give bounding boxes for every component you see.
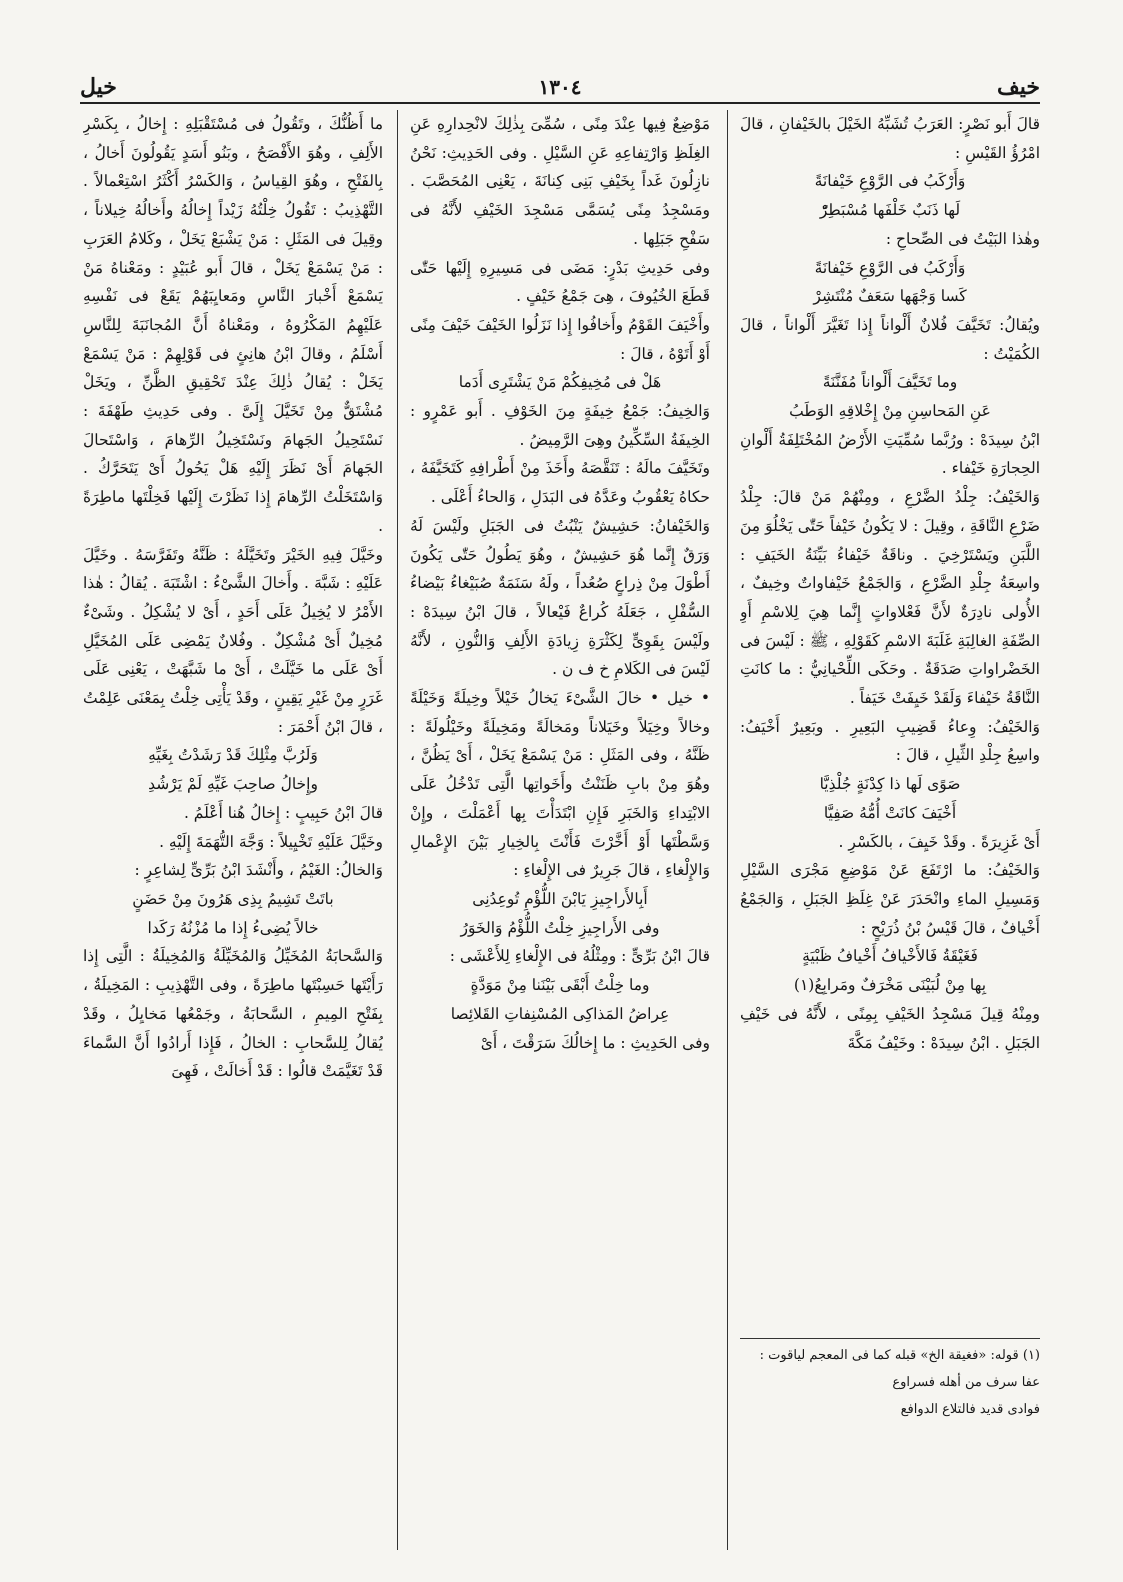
paragraph: ما أَظُنُّكَ ، وتَقُولُ فى مُسْتَقْبَلِهِ : إِخالُ ، بِكَسْرِ الأَلِفِ ، وهُوَ الأَفْصَحُ ، وبَنُو أَسَدٍ يَقُولُونَ أَخالُ ، بِالفَتْحِ ، وهُوَ القِياسُ ، وَالكَسْرُ أَكْثَرُ اسْتِعْمالاً . التَّهْذِيبُ : تَقُولُ خِلْتُهُ زَيْداً إِخالُهُ وأَخالُهُ خِيلاناً ، وقِيلَ فى المَثَلِ : مَنْ يَشْبَعْ يَخَلْ ، وكَلامُ العَرَبِ : مَنْ يَسْمَعْ يَخَلْ ، قالَ أَبو عُبَيْدٍ : ومَعْناهُ مَنْ يَسْمَعْ أَخْبارَ النَّاسِ ومَعايِبَهُمْ يَقَعْ فى نَفْسِهِ عَلَيْهِمُ المَكْرُوهُ ، ومَعْناهُ أَنَّ المُجانَبَةَ لِلنَّاسِ أَسْلَمُ ، وقالَ ابْنُ هانِئٍ فى قَوْلِهِمْ : مَنْ يَسْمَعْ يَخَلْ : يُقالُ ذٰلِكَ عِنْدَ تَحْقِيقِ الظَّنِّ ، ويَخَلْ مُشْتَقٌّ مِنْ تَخَيَّلَ إِلَىَّ . وفى حَدِيثِ طَهْفَةَ : نَسْتَحِيلُ الجَهامَ ونَسْتَخِيلُ الرِّهامَ ، وَاسْتَحالَ الجَهامَ أَىْ نَظَرَ إِلَيْهِ هَلْ يَحُولُ أَىْ يَتَحَرَّكُ . وَاسْتَخَلْتُ الرِّهامَ إِذا نَظَرْتَ إِلَيْها فَخِلْتَها ماطِرَةً . — [83, 115, 383, 535]
page-number: ١٣٠٤ — [538, 75, 582, 99]
paragraph: قالَ أَبو نَصْرٍ: العَرَبُ تُشَبِّهُ الخَيْلَ بالخَيْفانِ ، قالَ امْرُؤُ القَيْسِ : — [740, 115, 1040, 162]
paragraph: وخَيَّلَ عَلَيْهِ تَخْيِيلاً : وَجَّهَ التُّهَمَةَ إِلَيْهِ . — [159, 832, 383, 851]
footnote-line: (١) قوله: «فغيقة الخ» قبله كما فى المعجم لياقوت : — [759, 1348, 1040, 1363]
column-divider — [397, 110, 398, 1550]
verse-line: هَلْ فى مُخِيفِكُمْ مَنْ يَشْتَرِى أَدَما — [458, 373, 662, 392]
paragraph: أَىْ غَزِيرَةً . وقَدْ خَيِفَ ، بالكَسْرِ . — [838, 832, 1040, 851]
verse-line: باتَتْ تَشِيمُ بِذِى هَرُونَ مِنْ حَضَنٍ — [132, 889, 334, 908]
verse-line: بِها مِنْ لُبَيْنَى مَخْرَفٌ ومَرابِعُ(١) — [793, 976, 987, 995]
paragraph: مَوْضِعٌ فِيها عِنْدَ مِنًى ، سُمِّىَ بِذٰلِكَ لانْحِدارِهِ عَنِ الغِلَظِ وَارْتِفاعِهِ عَنِ السَّيْلِ . وفى الحَدِيثِ: نَحْنُ نازِلُونَ غَداً بِخَيْفِ بَنِى كِنانَةَ ، يَعْنِى المُحَصَّبَ . ومَسْجِدُ مِنًى يُسَمَّى مَسْجِدَ الخَيْفِ لأَنَّهُ فى سَفْحِ جَبَلِها . — [410, 115, 710, 248]
page-header — [80, 72, 1040, 102]
verse-line: وما خِلْتُ أَبْقَى بَيْنَنا مِنْ مَوَدَّةٍ — [470, 976, 650, 995]
paragraph: وهٰذا البَيْتُ فى الصِّحاحِ : — [885, 229, 1040, 248]
paragraph: وَالخَيْفُ: وِعاءُ قَضِيبِ البَعِيرِ . وبَعِيرٌ أَخْيَفُ: واسِعُ جِلْدِ الثِّيلِ ، قالَ : — [740, 717, 1040, 765]
column-divider — [727, 110, 728, 1550]
verse-line: وَأَرْكَبُ فى الرَّوْعِ خَيْفانَةً — [814, 258, 966, 277]
footnote-rule — [740, 1338, 1040, 1339]
paragraph: ومِنْهُ قِيلَ مَسْجِدُ الخَيْفِ بِمِنًى ، لأَنَّهُ فى خَيْفِ الجَبَلِ . ابْنُ سِيدَهْ : وخَيْفُ مَكَّةَ — [740, 1004, 1040, 1052]
verse-line: وإِخالُ صاحِبَ غَيِّهِ لَمْ يَرْشُدِ — [148, 775, 318, 794]
header-left-word: خيل — [80, 74, 117, 100]
header-right-word: خيف — [996, 74, 1040, 100]
paragraph: وتَخَيَّفَ مالَهُ : تَنَقَّصَهُ وأَخَذَ مِنْ أَطْرافِهِ كَتَخَيَّفَهُ ، حكاهُ يَعْقُوبُ وعَدَّهُ فى البَدَلِ ، وَالحاءُ أَعْلَى . — [410, 459, 710, 507]
verse-line: وَلَرُبَّ مِثْلِكَ قَدْ رَشَدْتُ بِغَيِّهِ — [148, 746, 318, 765]
paragraph: وفى الحَدِيثِ : ما إِخالُكَ سَرَقْتَ ، أَىْ — [480, 1033, 710, 1052]
paragraph: وفى حَدِيثِ بَدْرٍ: مَضَى فى مَسِيرِهِ إِلَيْها حَتّٰى قَطَعَ الخُيُوفَ ، هِىَ جَمْعُ خَيْفٍ . — [410, 258, 710, 306]
paragraph: وَالخِيفُ: جَمْعُ خِيفَةٍ مِنَ الخَوْفِ . أَبو عَمْرٍو : الخِيفَةُ السِّكِّينُ وهِىَ الرَّمِيضُ . — [410, 402, 710, 449]
column-left — [83, 110, 383, 1550]
verse-line: عَنِ المَحاسِنِ مِنْ إِخْلاقِهِ الوَطَبُ — [789, 402, 991, 421]
paragraph: وَالسَّحابَةُ المُخَيِّلُ وَالمُخَيِّلَةُ وَالمُخِيلَةُ : الَّتِى إِذا رَأَيْتَها حَسِبْتَها ماطِرَةً ، وفى التَّهْذِيبِ : المَخِيلَةُ ، بِفَتْحِ المِيمِ ، السَّحابَةُ ، وجَمْعُها مَخايِلُ ، وقَدْ يُقالُ لِلسَّحابِ : الخالُ ، فَإِذا أَرادُوا أَنَّ السَّماءَ قَدْ تَغَيَّمَتْ قالُوا : قَدْ أَخالَتْ ، فَهِىَ — [83, 947, 383, 1081]
verse-line: كَسا وَجْهَها سَعَفٌ مُنْتَشِرْ — [813, 287, 967, 306]
paragraph: قالَ ابْنُ حَبِيبٍ : إِخالُ هُنا أَعْلَمُ . — [183, 803, 383, 822]
verse-line: وما تَخَيَّفَ أَلْواناً مُفَنَّنَةً — [822, 373, 958, 392]
verse-line: صَوًى لَها ذا كِدْنَةٍ جُلْذِيَّا — [819, 775, 961, 794]
paragraph: وَالخَيْفُ: جِلْدُ الضَّرْعِ ، ومِنْهُمْ مَنْ قالَ: جِلْدُ ضَرْعِ النَّاقَةِ ، وقِيلَ : لا يَكُونُ خَيْفاً حَتّٰى يَخْلُوَ مِنَ اللَّبَنِ ويَسْتَرْخِيَ . وناقَةٌ خَيْفاءُ بَيِّنَةُ الخَيَفِ : واسِعَةُ جِلْدِ الضَّرْعِ ، وَالجَمْعُ خَيْفاواتٌ وخِيفٌ ، الأُولى نادِرَةٌ لأَنَّ فَعْلاواتٍ إِنَّما هِيَ لِلاسْمِ أَوِ الصِّفَةِ الغالِبَةِ غَلَبَةَ الاسْمِ كَقَوْلِهِ ، ﷺ : لَيْسَ فى الخَضْراواتِ صَدَقَةٌ . وحَكَى اللِّحْيانِيُّ : ما كانَتِ النَّاقَةُ خَيْفاءَ وَلَقَدْ خَيِفَتْ خَيَفاً . — [740, 488, 1040, 708]
verse-line: لَها ذَنَبٌ خَلْفَها مُسْبَطِرّْ — [819, 201, 961, 220]
verse-line: وَأَرْكَبُ فى الرَّوْعِ خَيْفانَةً — [814, 172, 966, 191]
verse-line: عِراضُ المَذاكِى المُسْنِفاتِ القَلائِصا — [450, 1004, 670, 1023]
paragraph: وخَيَّلَ فِيهِ الخَيْرَ وتَخَيَّلَهُ : ظَنَّهُ وتَفَرَّسَهُ . وخَيَّلَ عَلَيْهِ : شَبَّهَ . وأَخالَ الشَّىْءُ : اشْتَبَهَ . يُقالُ : هٰذا الأَمْرُ لا يُخِيلُ عَلَى أَحَدٍ ، أَىْ لا يُشْكِلُ . وشَىْءٌ مُخِيلٌ أَىْ مُشْكِلٌ . وفُلانٌ يَمْضِى عَلَى المُخَيَّلِ أَىْ عَلَى ما خَيَّلَتْ ، أَىْ ما شَبَّهَتْ ، يَعْنِى عَلَى غَرَرٍ مِنْ غَيْرِ يَقِينٍ ، وقَدْ يَأْتِى خِلْتُ بِمَعْنَى عَلِمْتُ ، قالَ ابْنُ أَحْمَرَ : — [83, 545, 383, 736]
paragraph: وأَخْيَفَ القَوْمُ وأَخافُوا إِذا نَزَلُوا الخَيْفَ خَيْفَ مِنًى أَوْ أَتَوْهُ ، قالَ : — [410, 315, 710, 363]
paragraph: ابْنُ سِيدَهْ : ورُبَّما سُمِّيَتِ الأَرْضُ المُخْتَلِفَةُ أَلْوانِ الحِجارَةِ خَيْفاء . — [740, 430, 1040, 478]
column-middle — [410, 110, 710, 1550]
verse-line: أَخْيَفَ كانَتْ أُمُّهُ صَفِيَّا — [823, 803, 957, 822]
paragraph: قالَ ابْنُ بَرِّىٍّ : ومِثْلُهُ فى الإِلْغاءِ لِلأَعْشَى : — [449, 947, 710, 966]
entry-khyl: • خيل • خالَ الشَّىْءَ يَخالُ خَيْلاً وخِيلَةً وَخَيْلَةً وخالاً وخِيَلاً وخَيَلاناً ومَخالَةً ومَخِيلَةً وخَيْلُولَةً : ظَنَّهُ ، وفى المَثَلِ : مَنْ يَسْمَعْ يَخَلْ ، أَىْ يَظُنَّ ، وهُوَ مِنْ بابِ ظَنَنْتُ وأَخَواتِها الَّتِى تَدْخُلُ عَلَى الابْتِداءِ وَالخَبَرِ فَإِنِ ابْتَدَأْتَ بِها أَعْمَلْتَ ، وإِنْ وَسَّطْتَها أَوْ أَخَّرْتَ فَأَنْتَ بِالخِيارِ بَيْنَ الإِعْمالِ وَالإِلْغاءِ ، قالَ جَرِيرٌ فى الإِلْغاءِ : — [410, 689, 710, 880]
paragraph: وَالخالُ: الغَيْمُ ، وأَنْشَدَ ابْنُ بَرِّىٍّ لِشاعِرٍ : — [134, 861, 383, 880]
verse-line: خالاً يُضِىءُ إِذا ما مُزْنُهُ رَكَدا — [147, 918, 319, 937]
column-right — [740, 110, 1040, 1550]
footnote — [740, 1342, 1040, 1423]
verse-line: أَبِالأَراجِيزِ يَابْنَ اللُّؤْمِ تُوعِدُنِى — [472, 889, 648, 908]
paragraph: وَالخَيْفانُ: حَشِيشٌ يَنْبُتُ فى الجَبَلِ ولَيْسَ لَهُ وَرَقٌ إِنَّما هُوَ حَشِيشٌ ، وهُوَ يَطُولُ حَتّٰى يَكُونَ أَطْوَلَ مِنْ ذِراعٍ صُعُداً ، ولَهُ سَنَمَةٌ صُبَيْغاءُ بَيْضاءُ السُّفْلِ ، جَعَلَهُ كُراعٌ فَيْعالاً ، قالَ ابْنُ سِيدَهْ : ولَيْسَ بِقَوِىٍّ لِكَثْرَةِ زِيادَةِ الأَلِفِ وَالنُّونِ ، لأَنَّهُ لَيْسَ فى الكَلامِ خ ف ن . — [410, 516, 710, 679]
verse-line: فَغَيْقَةُ فَالأَخْيافُ أَخْيافُ ظَبْيَةٍ — [802, 947, 978, 966]
header-rule — [80, 102, 1040, 104]
verse-line: وفى الأَراجِيزِ خِلْتُ اللُّؤْمُ وَالخَوَرُ — [460, 918, 660, 937]
paragraph: وَالخَيْفُ: ما ارْتَفَعَ عَنْ مَوْضِعِ مَجْرَى السَّيْلِ وَمَسِيلِ الماءِ وانْحَدَرَ عَنْ غِلَظِ الجَبَلِ ، وَالجَمْعُ أَخْيافٌ ، قالَ قَيْسُ بْنُ ذُرَيْحٍ : — [740, 861, 1040, 937]
footnote-verse: عفا سرف من أهله فسراوع — [892, 1375, 1040, 1390]
footnote-verse: فوادى قديد فالتلاع الدوافع — [900, 1402, 1040, 1417]
paragraph: ويُقالُ: تَخَيَّفَ فُلانٌ أَلْواناً إِذا تَغَيَّرَ أَلْواناً ، قالَ الكُمَيْتُ : — [740, 315, 1040, 363]
